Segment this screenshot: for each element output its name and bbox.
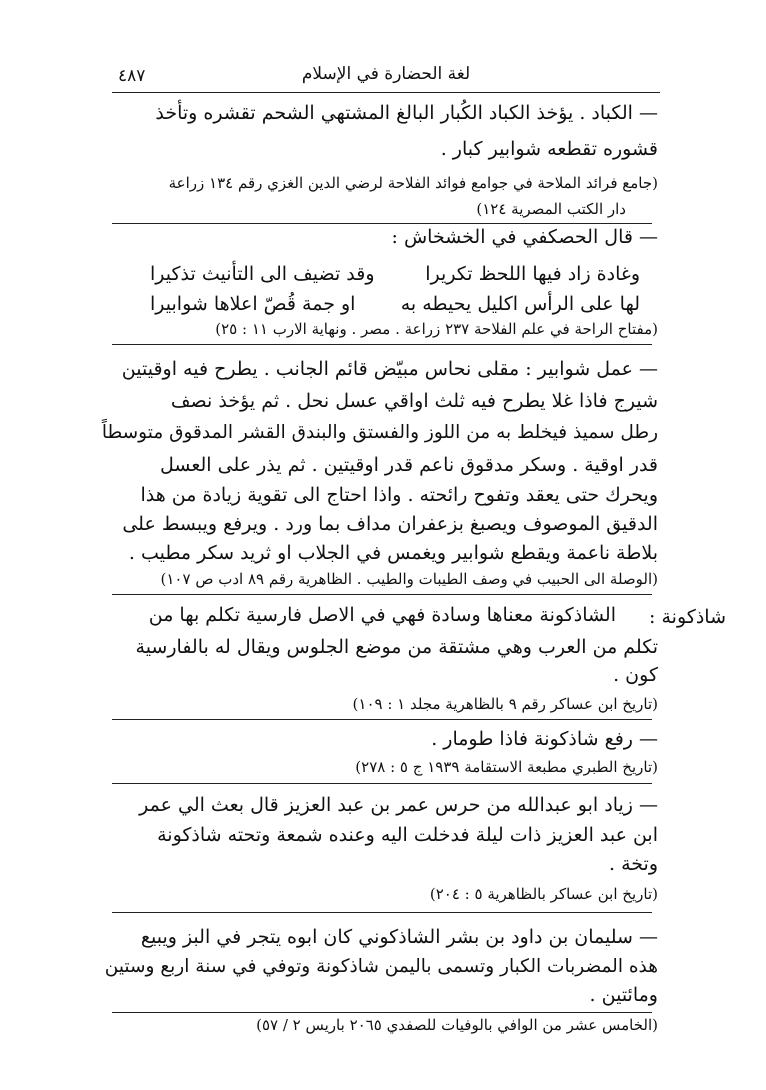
verse2-second-hemistich: او جمة قُصّ اعلاها شوابيرا [150, 293, 356, 315]
divider [112, 1012, 652, 1013]
verse1-first-hemistich: وغادة زاد فيها اللحظ تكريرا [425, 263, 640, 285]
entry3-line1: — عمل شوابير : مقلى نحاس مبيّض قائم الجانب . يطرح فيه اوقيتين [121, 358, 658, 380]
entry3-line2: شيرج فاذا غلا يطرح فيه ثلث اواقي عسل نحل . ثم يؤخذ نصف [170, 390, 658, 412]
entry4-line2: تكلم من العرب وهي مشتقة من موضع الجلوس ويقال له بالفارسية [135, 636, 658, 658]
entry6-line1: — زياد ابو عبدالله من حرس عمر بن عبد العزيز قال بعث الي عمر [139, 794, 658, 816]
entry7-citation: (الخامس عشر من الوافي بالوفيات للصفدي ٢٠٦٥ باريس ٢ / ٥٧) [256, 1016, 658, 1034]
entry2-citation: (مفتاح الراحة في علم الفلاحة ٢٣٧ زراعة . مصر . ونهاية الارب ١١ : ٢٥) [215, 320, 658, 338]
entry6-line3: وتخة . [609, 853, 658, 875]
verse2-first-hemistich: لها على الرأس اكليل يحيطه به [400, 293, 640, 315]
entry4-citation: (تاريخ ابن عساكر رقم ٩ بالظاهرية مجلد ١ : ١٠٩) [352, 695, 658, 713]
divider [112, 719, 652, 720]
entry3-line4: قدر اوقية . وسكر مدقوق ناعم قدر اوقيتين . ثم يذر على العسل [160, 454, 658, 476]
entry3-line5: ويحرك حتى يعقد وتفوح رائحته . واذا احتاج الى تقوية زيادة من هذا [140, 484, 658, 506]
entry3-line7: بلاطة ناعمة ويقطع شوابير ويغمس في الجلاب او ثريد سكر مطيب . [128, 542, 658, 564]
verse1-second-hemistich: وقد تضيف الى التأنيث تذكيرا [150, 263, 375, 285]
divider [112, 594, 652, 595]
entry1-citation-line2: دار الكتب المصرية ١٢٤) [476, 200, 626, 218]
entry4-line1: الشاذكونة معناها وسادة فهي في الاصل فارسية تكلم بها من [148, 604, 616, 626]
entry5-citation: (تاريخ الطبري مطبعة الاستقامة ١٩٣٩ ج ٥ : ٢٧٨) [355, 758, 658, 776]
entry7-line2: هذه المضربات الكبار وتسمى باليمن شاذكونة وتوفي في سنة اربع وستين [104, 956, 658, 977]
headword-shadhakuna: شاذكونة : [649, 606, 726, 628]
running-header [112, 62, 660, 93]
entry3-line6: الدقيق الموصوف ويصبغ بزعفران مداف بما ورد . ويرفع ويبسط على [122, 513, 658, 535]
running-title: لغة الحضارة في الإسلام [301, 64, 471, 84]
divider [112, 223, 652, 224]
entry7-line3: ومائتين . [589, 984, 658, 1006]
entry4-line3: كون . [613, 664, 658, 686]
entry3-citation: (الوصلة الى الحبيب في وصف الطيبات والطيب . الظاهرية رقم ٨٩ ادب ص ١٠٧) [160, 570, 658, 588]
divider [112, 783, 652, 784]
entry7-line1: — سليمان بن داود بن بشر الشاذكوني كان ابوه يتجر في البز ويبيع [140, 926, 658, 948]
entry1-line2: قشوره تقطعه شوابير كبار . [440, 138, 658, 160]
entry2-intro: — قال الحصكفي في الخشخاش : [391, 226, 658, 248]
entry1-line1: — الكباد . يؤخذ الكباد الكُبار البالغ المشتهي الشحم تقشره وتأخذ [155, 102, 658, 124]
entry1-citation-line1: (جامع فرائد الملاحة في جوامع فوائد الفلاحة لرضي الدين الغزي رقم ١٣٤ زراعة [168, 174, 658, 192]
entry5-line: — رفع شاذكونة فاذا طومار . [431, 728, 658, 750]
page-number: ٤٨٧ [118, 66, 146, 86]
divider [112, 912, 652, 913]
divider [112, 344, 652, 345]
entry6-line2: ابن عبد العزيز ذات ليلة فدخلت اليه وعنده شمعة وتحته شاذكونة [157, 824, 658, 846]
entry3-line3: رطل سميذ فيخلط به من اللوز والفستق والبندق القشر المدقوق متوسطاً [101, 422, 658, 443]
entry6-citation: (تاريخ ابن عساكر بالظاهرية ٥ : ٢٠٤) [429, 885, 658, 903]
